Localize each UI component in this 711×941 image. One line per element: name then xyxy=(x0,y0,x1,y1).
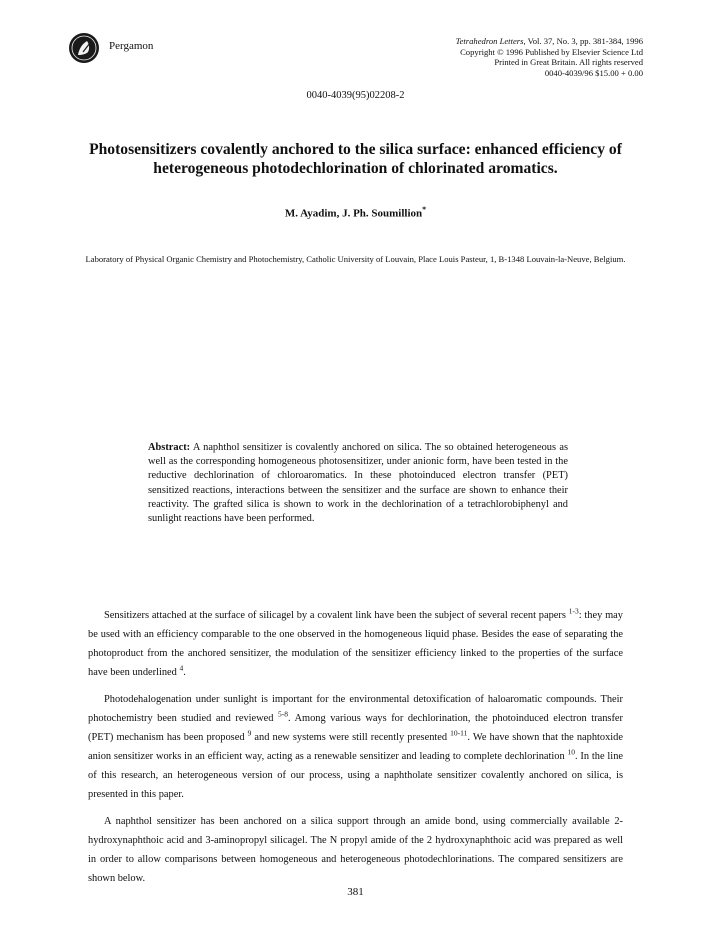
abstract xyxy=(148,441,568,526)
publisher-name: Pergamon xyxy=(109,40,154,52)
author-list xyxy=(0,205,711,220)
copyright-line: Copyright © 1996 Published by Elsevier Science Ltd xyxy=(460,46,643,57)
article-title: Photosensitizers covalently anchored to the silica surface: enhanced efficiency of heterogeneous photodechlorination of chlorinated aromatics. xyxy=(89,141,622,177)
text-run: . xyxy=(183,667,186,678)
text-run: . In the line of this research, an heterogeneous version of our process, using a naphtholate sensitizer covalently anchored on silica, is presented in this paper. xyxy=(88,751,623,800)
reference-marker: 9 xyxy=(247,728,252,738)
reference-marker: 4 xyxy=(179,663,184,673)
corresponding-author-mark: * xyxy=(422,205,427,214)
page-number: 381 xyxy=(347,886,364,898)
paragraph-1 xyxy=(88,606,623,682)
reference-marker: 5-8 xyxy=(277,709,288,719)
text-run: Photodehalogenation under sunlight is important for the environmental detoxification of haloaromatic compounds. Their photochemistry been studied and reviewed xyxy=(88,694,623,724)
body-text xyxy=(88,606,623,896)
price-line: 0040-4039/96 $15.00 + 0.00 xyxy=(544,67,643,78)
affiliation: Laboratory of Physical Organic Chemistry and Photochemistry, Catholic University of Louvain, Place Louis Pasteur, 1, B-1348 Louvain-la-Neuve, Belgium. xyxy=(85,254,626,264)
text-run: and new systems were still recently presented xyxy=(251,732,451,743)
doi-code: 0040-4039(95)02208-2 xyxy=(306,90,405,101)
reference-marker: 1-3 xyxy=(568,606,579,616)
paragraph-2 xyxy=(88,690,623,804)
text-run: Sensitizers attached at the surface of silicagel by a covalent link have been the subject of several recent papers xyxy=(104,610,569,621)
journal-name: Tetrahedron Letters xyxy=(455,36,524,46)
reference-marker: 10-11 xyxy=(450,728,468,738)
abstract-label: Abstract: xyxy=(148,442,191,453)
citation-volume-line xyxy=(343,36,643,47)
text-run: . Among various ways for dechlorination, the photoinduced electron transfer (PET) mechanism has been proposed xyxy=(88,713,623,743)
paragraph-3: A naphthol sensitizer has been anchored on a silica support through an amide bond, using commercially available 2-hydroxynaphthoic acid and 3-aminopropyl silicagel. The N propyl amide of the 2 hydroxynaphthoic acid was prepared as well in order to allow comparisons between homogeneous and heterogeneous photodechlorinations. The compared sensitizers are shown below. xyxy=(88,816,623,884)
text-run: : they may be used with an efficiency comparable to the one observed in the homogeneous liquid phase. Besides the ease of separating the photoproduct from the anchored sensitizer, the modulation of the sensitizer efficiency linked to the properties of the surface have been underlined xyxy=(88,610,623,678)
citation-block xyxy=(343,36,643,78)
text-run: . We have shown that the naphtoxide anion sensitizer works in an efficient way, acting as a renewable sensitizer and leading to complete dechlorination xyxy=(88,732,623,762)
publisher-logo-icon xyxy=(68,32,100,64)
author-names: M. Ayadim, J. Ph. Soumillion xyxy=(284,207,423,220)
reference-marker: 10 xyxy=(567,747,576,757)
abstract-text: A naphthol sensitizer is covalently anchored on silica. The so obtained heterogeneous as well as the corresponding homogeneous photosensitizer, under anionic form, have been tested in the reductive dechlorination of chloroaromatics. In these photoinduced electron transfer (PET) sensitized reactions, interactions between the sensitizer and the surface are shown to enhance their reactivity. The grafted silica is shown to work in the dechlorination of a tetrachlorobiphenyl and sunlight reactions have been performed. xyxy=(148,442,568,525)
volume-info: , Vol. 37, No. 3, pp. 381-384, 1996 xyxy=(523,36,643,46)
printed-line: Printed in Great Britain. All rights reserved xyxy=(494,57,643,67)
